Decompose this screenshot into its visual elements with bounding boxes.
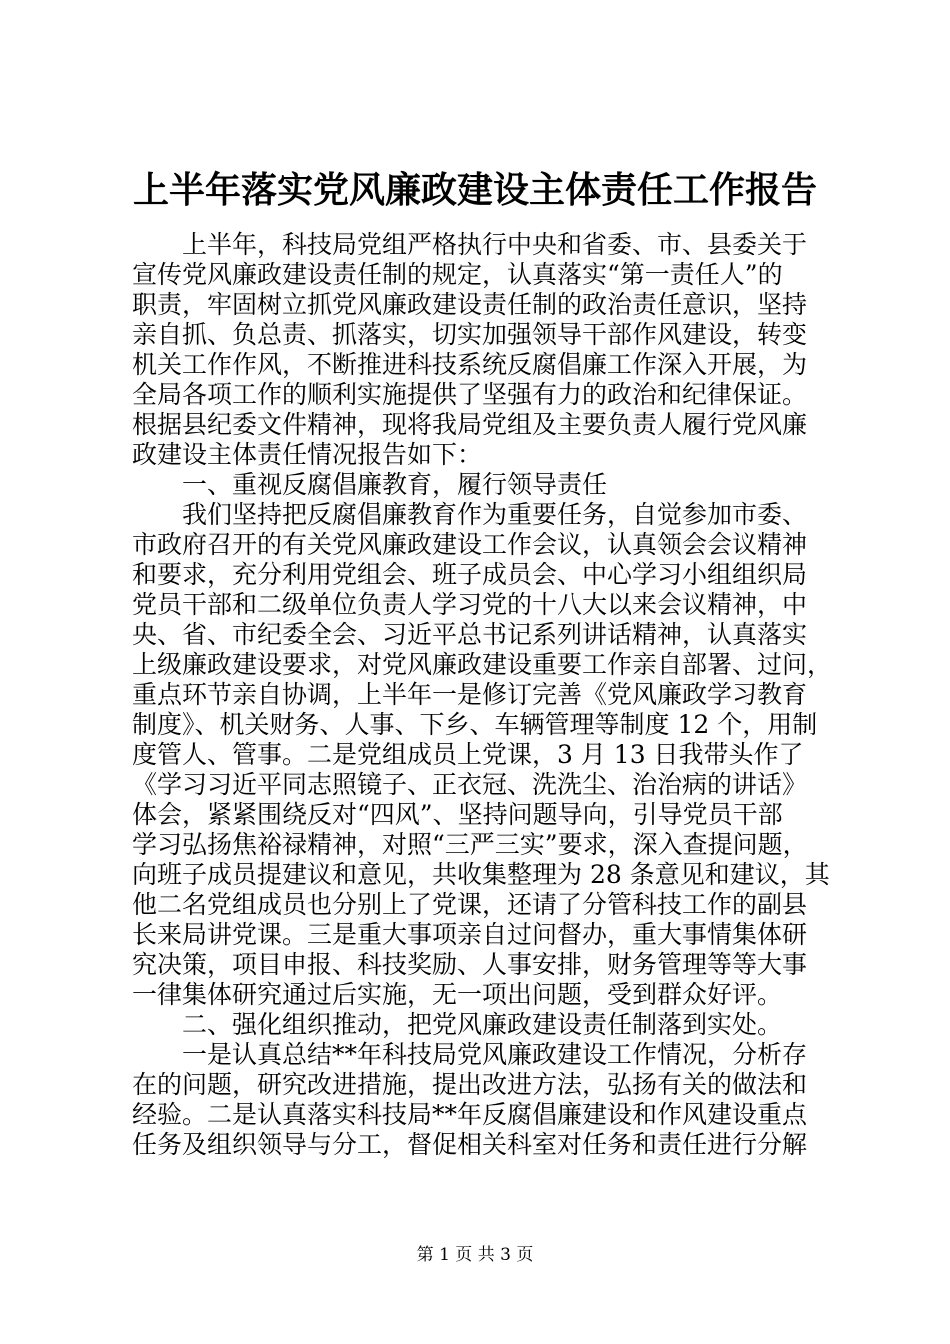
paragraph-line: 重点环节亲自协调，上半年一是修订完善《党风廉政学习教育 — [132, 680, 808, 709]
paragraph-line: 度管人、管事。二是党组成员上党课，3 月 13 日我带头作了 — [132, 740, 804, 769]
paragraph-line: 央、省、市纪委全会、习近平总书记系列讲话精神，认真落实 — [132, 620, 808, 649]
paragraph-line: 体会，紧紧围绕反对“四风”、坚持问题导向，引导党员干部 — [132, 800, 783, 829]
section-heading: 二、强化组织推动，把党风廉政建设责任制落到实处。 — [182, 1010, 783, 1039]
paragraph-line: 我们坚持把反腐倡廉教育作为重要任务，自觉参加市委、 — [182, 500, 808, 529]
paragraph-line: 一律集体研究通过后实施，无一项出问题，受到群众好评。 — [132, 980, 783, 1009]
paragraph-line: 究决策，项目申报、科技奖励、人事安排，财务管理等等大事 — [132, 950, 808, 979]
paragraph-line: 宣传党风廉政建设责任制的规定，认真落实“第一责任人”的 — [132, 260, 783, 289]
paragraph-line: 职责，牢固树立抓党风廉政建设责任制的政治责任意识，坚持 — [132, 290, 808, 319]
paragraph-line: 向班子成员提建议和意见，共收集整理为 28 条意见和建议，其 — [132, 860, 830, 889]
paragraph-line: 党员干部和二级单位负责人学习党的十八大以来会议精神，中 — [132, 590, 808, 619]
paragraph-line: 亲自抓、负总责、抓落实，切实加强领导干部作风建设，转变 — [132, 320, 808, 349]
paragraph-line: 市政府召开的有关党风廉政建设工作会议，认真领会会议精神 — [132, 530, 808, 559]
paragraph-line: 在的问题，研究改进措施，提出改进方法，弘扬有关的做法和 — [132, 1070, 808, 1099]
paragraph-line: 学习弘扬焦裕禄精神，对照“三严三实”要求，深入查提问题， — [132, 830, 808, 859]
paragraph-line: 根据县纪委文件精神，现将我局党组及主要负责人履行党风廉 — [132, 410, 808, 439]
paragraph-line: 上半年，科技局党组严格执行中央和省委、市、县委关于 — [182, 230, 808, 259]
paragraph-line: 他二名党组成员也分别上了党课，还请了分管科技工作的副县 — [132, 890, 808, 919]
section-heading: 一、重视反腐倡廉教育，履行领导责任 — [182, 470, 608, 499]
paragraph-line: 全局各项工作的顺利实施提供了坚强有力的政治和纪律保证。 — [132, 380, 808, 409]
paragraph-line: 政建设主体责任情况报告如下： — [132, 440, 483, 469]
paragraph-line: 任务及组织领导与分工，督促相关科室对任务和责任进行分解 — [132, 1130, 808, 1159]
paragraph-line: 一是认真总结**年科技局党风廉政建设工作情况，分析存 — [182, 1040, 808, 1069]
paragraph-line: 《学习习近平同志照镜子、正衣冠、洗洗尘、治治病的讲话》 — [132, 770, 808, 799]
page-footer: 第 1 页 共 3 页 — [416, 1245, 534, 1265]
paragraph-line: 和要求，充分利用党组会、班子成员会、中心学习小组组织局 — [132, 560, 808, 589]
paragraph-line: 经验。二是认真落实科技局**年反腐倡廉建设和作风建设重点 — [132, 1100, 808, 1129]
paragraph-line: 长来局讲党课。三是重大事项亲自过问督办，重大事情集体研 — [132, 920, 808, 949]
document-title: 上半年落实党风廉政建设主体责任工作报告 — [132, 169, 817, 211]
paragraph-line: 上级廉政建设要求，对党风廉政建设重要工作亲自部署、过问， — [132, 650, 832, 679]
document-body — [132, 230, 832, 1160]
paragraph-line: 制度》、机关财务、人事、下乡、车辆管理等制度 12 个，用制 — [132, 710, 818, 739]
paragraph-line: 机关工作作风，不断推进科技系统反腐倡廉工作深入开展，为 — [132, 350, 808, 379]
